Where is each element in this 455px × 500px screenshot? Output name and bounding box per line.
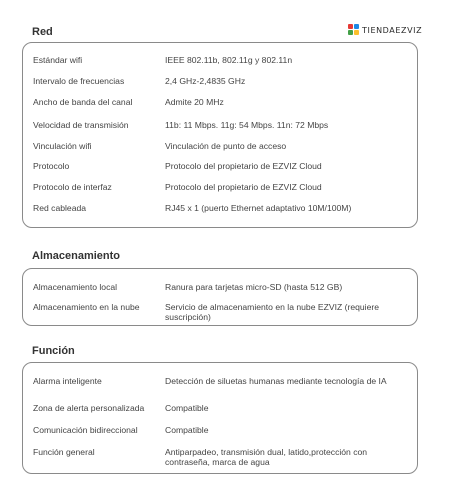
spec-label: Zona de alerta personalizada — [33, 403, 145, 413]
spec-value: Compatible — [165, 425, 209, 435]
spec-label: Intervalo de frecuencias — [33, 76, 125, 86]
spec-label: Almacenamiento en la nube — [33, 302, 140, 312]
spec-value: Vinculación de punto de acceso — [165, 141, 287, 151]
spec-value: Admite 20 MHz — [165, 97, 224, 107]
spec-value: Antiparpadeo, transmisión dual, latido,protección con contraseña, marca de agua — [165, 447, 368, 467]
spec-label: Función general — [33, 447, 95, 457]
spec-value: Servicio de almacenamiento en la nube EZVIZ (requiere suscripción) — [165, 302, 380, 322]
spec-label: Protocolo de interfaz — [33, 182, 112, 192]
section-title-red: Red — [32, 26, 53, 38]
spec-value: Compatible — [165, 403, 209, 413]
spec-label: Estándar wifi — [33, 55, 83, 65]
spec-label: Almacenamiento local — [33, 282, 118, 292]
spec-value: 2,4 GHz-2,4835 GHz — [165, 76, 246, 86]
spec-label: Vinculación wifi — [33, 141, 92, 151]
spec-label: Ancho de banda del canal — [33, 97, 133, 107]
spec-label: Alarma inteligente — [33, 376, 102, 386]
spec-label: Red cableada — [33, 203, 87, 213]
spec-value: RJ45 x 1 (puerto Ethernet adaptativo 10M/100M) — [165, 203, 352, 213]
spec-value: Ranura para tarjetas micro-SD (hasta 512 GB) — [165, 282, 343, 292]
spec-value: 11b: 11 Mbps. 11g: 54 Mbps. 11n: 72 Mbps — [165, 120, 329, 130]
spec-panel-funcion — [22, 362, 418, 474]
spec-label: Comunicación bidireccional — [33, 425, 138, 435]
section-title-almacenamiento: Almacenamiento — [32, 250, 121, 262]
spec-label: Protocolo — [33, 161, 70, 171]
brand-logo-icon — [348, 24, 360, 36]
spec-value: IEEE 802.11b, 802.11g y 802.11n — [165, 55, 293, 65]
spec-panel-red — [22, 42, 418, 228]
spec-value: Detección de siluetas humanas mediante tecnología de IA — [165, 376, 387, 386]
spec-label: Velocidad de transmisión — [33, 120, 129, 130]
spec-value: Protocolo del propietario de EZVIZ Cloud — [165, 161, 322, 171]
brand-logo — [348, 22, 422, 38]
spec-panel-almacenamiento — [22, 268, 418, 326]
brand-name: TIENDAEZVIZ — [362, 25, 423, 35]
section-title-funcion: Función — [32, 345, 75, 357]
spec-value: Protocolo del propietario de EZVIZ Cloud — [165, 182, 322, 192]
